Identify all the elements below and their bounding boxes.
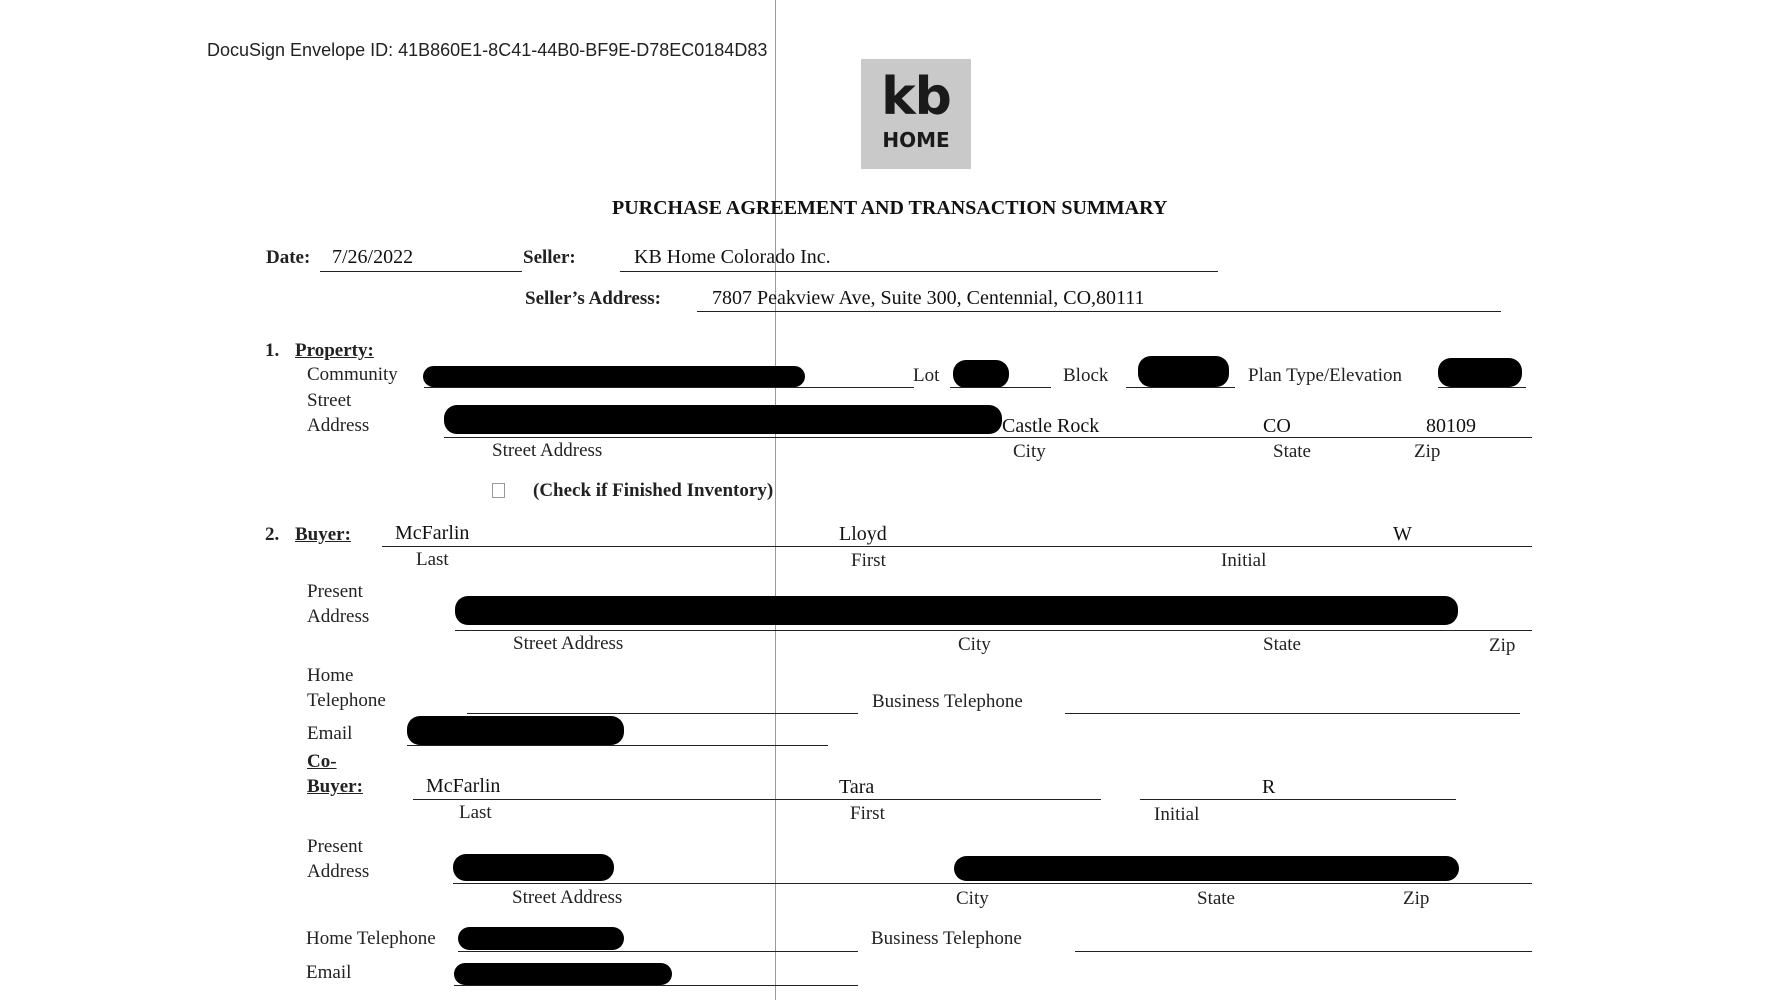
block-underline — [1126, 387, 1235, 388]
buyer-email-label: Email — [307, 723, 353, 744]
plan-underline — [1438, 387, 1526, 388]
buyer-heading: Buyer: — [295, 524, 351, 545]
property-heading: Property: — [295, 340, 374, 361]
finished-inventory-label: (Check if Finished Inventory) — [533, 480, 774, 501]
cobuyer-initial-value: R — [1262, 776, 1276, 798]
buyer-present-address-underline — [455, 630, 1532, 631]
lot-label: Lot — [913, 365, 940, 386]
document-title: PURCHASE AGREEMENT AND TRANSACTION SUMMARY — [612, 197, 1168, 219]
logo-home-text: HOME — [882, 128, 950, 152]
buyer-caption-first: First — [851, 550, 886, 571]
property-caption-street: Street Address — [492, 440, 603, 461]
cobuyer-email-label: Email — [306, 962, 352, 983]
buyer-caption-last: Last — [416, 549, 449, 570]
property-zip: 80109 — [1426, 415, 1476, 437]
buyer-caption-state: State — [1263, 634, 1301, 655]
date-value: 7/26/2022 — [332, 246, 414, 268]
buyer-email-underline — [407, 745, 828, 746]
date-label: Date: — [266, 247, 311, 268]
seller-underline — [620, 271, 1218, 272]
redaction-cobuyer-city-state-zip — [954, 856, 1459, 881]
cobuyer-caption-zip: Zip — [1403, 888, 1430, 909]
cobuyer-caption-initial: Initial — [1154, 804, 1200, 825]
redaction-block — [1138, 356, 1229, 387]
envelope-id: DocuSign Envelope ID: 41B860E1-8C41-44B0-BF9E-D78EC0184D83 — [207, 40, 768, 60]
community-underline — [424, 387, 914, 388]
redaction-plan — [1438, 358, 1522, 387]
property-caption-zip: Zip — [1414, 441, 1441, 462]
property-city: Castle Rock — [1002, 415, 1100, 437]
cobuyer-heading-2: Buyer: — [307, 776, 363, 797]
cobuyer-present-label-1: Present — [307, 836, 363, 857]
seller-address-value: 7807 Peakview Ave, Suite 300, Centennial, CO,80111 — [712, 287, 1145, 309]
redaction-community — [423, 366, 805, 387]
logo-kb-text: kb — [881, 67, 951, 127]
cobuyer-business-tel-label: Business Telephone — [871, 928, 1022, 949]
street-label-2: Address — [307, 415, 370, 436]
buyer-home-tel-label-2: Telephone — [307, 690, 386, 711]
buyer-last-value: McFarlin — [395, 522, 470, 544]
property-caption-state: State — [1273, 441, 1311, 462]
cobuyer-caption-last: Last — [459, 802, 492, 823]
seller-value: KB Home Colorado Inc. — [634, 246, 831, 268]
buyer-number: 2. — [265, 524, 280, 545]
buyer-name-underline — [382, 546, 1532, 547]
property-address-underline — [444, 437, 1532, 438]
buyer-caption-initial: Initial — [1221, 550, 1267, 571]
cobuyer-present-address-underline — [453, 883, 1532, 884]
seller-label: Seller: — [523, 247, 576, 268]
cobuyer-home-tel-label: Home Telephone — [306, 928, 436, 949]
plan-label: Plan Type/Elevation — [1248, 365, 1402, 386]
buyer-caption-street: Street Address — [513, 633, 624, 654]
buyer-home-tel-label-1: Home — [307, 665, 354, 686]
buyer-business-tel-underline[interactable] — [1065, 713, 1520, 714]
cobuyer-caption-first: First — [850, 803, 885, 824]
redaction-street-address — [444, 405, 1002, 434]
cobuyer-first-value: Tara — [839, 776, 875, 798]
buyer-caption-zip: Zip — [1489, 635, 1516, 656]
redaction-buyer-present-address — [455, 596, 1458, 625]
buyer-caption-city: City — [958, 634, 991, 655]
property-state: CO — [1263, 415, 1291, 437]
cobuyer-business-tel-underline[interactable] — [1075, 951, 1532, 952]
redaction-cobuyer-street — [453, 854, 614, 881]
buyer-home-tel-underline[interactable] — [467, 713, 858, 714]
redaction-lot — [953, 360, 1009, 388]
buyer-business-tel-label: Business Telephone — [872, 691, 1023, 712]
cobuyer-caption-city: City — [956, 888, 989, 909]
cobuyer-name-underline — [413, 799, 1101, 800]
block-label: Block — [1063, 365, 1109, 386]
cobuyer-present-label-2: Address — [307, 861, 370, 882]
lot-underline — [950, 387, 1051, 388]
property-number: 1. — [265, 340, 280, 361]
buyer-first-value: Lloyd — [839, 523, 887, 545]
property-caption-city: City — [1013, 441, 1046, 462]
cobuyer-caption-state: State — [1197, 888, 1235, 909]
date-underline — [320, 271, 522, 272]
finished-inventory-checkbox[interactable] — [492, 483, 505, 498]
community-label: Community — [307, 364, 398, 385]
cobuyer-heading-1: Co- — [307, 751, 337, 772]
cobuyer-last-value: McFarlin — [426, 775, 501, 797]
seller-address-underline — [697, 311, 1501, 312]
seller-address-label: Seller’s Address: — [525, 288, 661, 309]
redaction-buyer-email — [407, 716, 624, 745]
scan-fold-line — [775, 0, 776, 1000]
buyer-present-label-1: Present — [307, 581, 363, 602]
buyer-initial-value: W — [1393, 523, 1412, 545]
cobuyer-caption-street: Street Address — [512, 887, 623, 908]
cobuyer-home-tel-underline — [458, 951, 858, 952]
redaction-cobuyer-email — [454, 963, 672, 985]
cobuyer-initial-underline — [1140, 799, 1456, 800]
kb-home-logo — [861, 59, 971, 169]
cobuyer-email-underline — [454, 985, 858, 986]
buyer-present-label-2: Address — [307, 606, 370, 627]
redaction-cobuyer-home-tel — [458, 927, 624, 950]
street-label-1: Street — [307, 390, 352, 411]
